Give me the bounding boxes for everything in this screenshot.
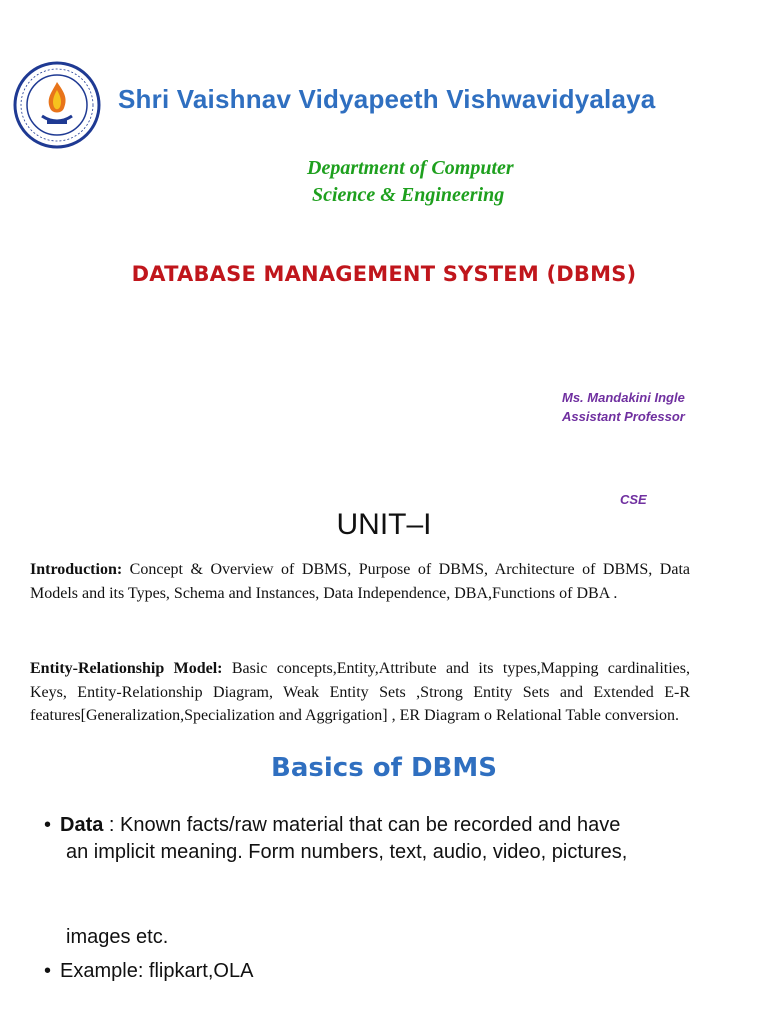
data-text-line-3: images etc.: [66, 926, 169, 948]
example-text: Example: flipkart,OLA: [60, 960, 254, 982]
author-name: Ms. Mandakini Ingle: [562, 390, 685, 405]
data-text-line-2: an implicit meaning. Form numbers, text, audio, video, pictures,: [66, 841, 628, 863]
department-line-2: Science & Engineering: [312, 184, 505, 206]
intro-label: Introduction:: [30, 561, 123, 578]
intro-text: Concept & Overview of DBMS, Purpose of DBMS, Architecture of DBMS, Data Models and its Types, Schema and Instances, Data Independence, DBA,Functions of DBA .: [30, 561, 690, 602]
bullet-data: [44, 812, 734, 866]
data-term: Data: [60, 814, 104, 836]
bullet-icon: •: [44, 960, 52, 982]
unit-heading: UNIT–I: [336, 508, 432, 541]
data-text-line-1: : Known facts/raw material that can be recorded and have: [103, 814, 621, 836]
university-seal-icon: [12, 60, 102, 150]
author-branch: CSE: [620, 492, 647, 507]
bullet-icon: •: [44, 814, 52, 836]
er-label: Entity-Relationship Model:: [30, 660, 223, 677]
er-text: Basic concepts,Entity,Attribute and its types,Mapping cardinalities, Keys, Entity-Relationship Diagram, Weak Entity Sets ,Strong Entity Sets and Extended E-R features[Generalization,Specialization and Aggrigation] , ER Diagram o Relational Table conversion.: [30, 660, 690, 724]
department-line-1: Department of Computer: [307, 157, 514, 179]
section-heading: Basics of DBMS: [271, 753, 497, 783]
intro-paragraph: [30, 558, 690, 605]
er-model-paragraph: [30, 657, 690, 728]
author-position: Assistant Professor: [562, 409, 685, 424]
bullet-example: [44, 958, 734, 985]
course-title: DATABASE MANAGEMENT SYSTEM (DBMS): [131, 262, 637, 286]
university-name: Shri Vaishnav Vidyapeeth Vishwavidyalaya: [118, 84, 656, 114]
